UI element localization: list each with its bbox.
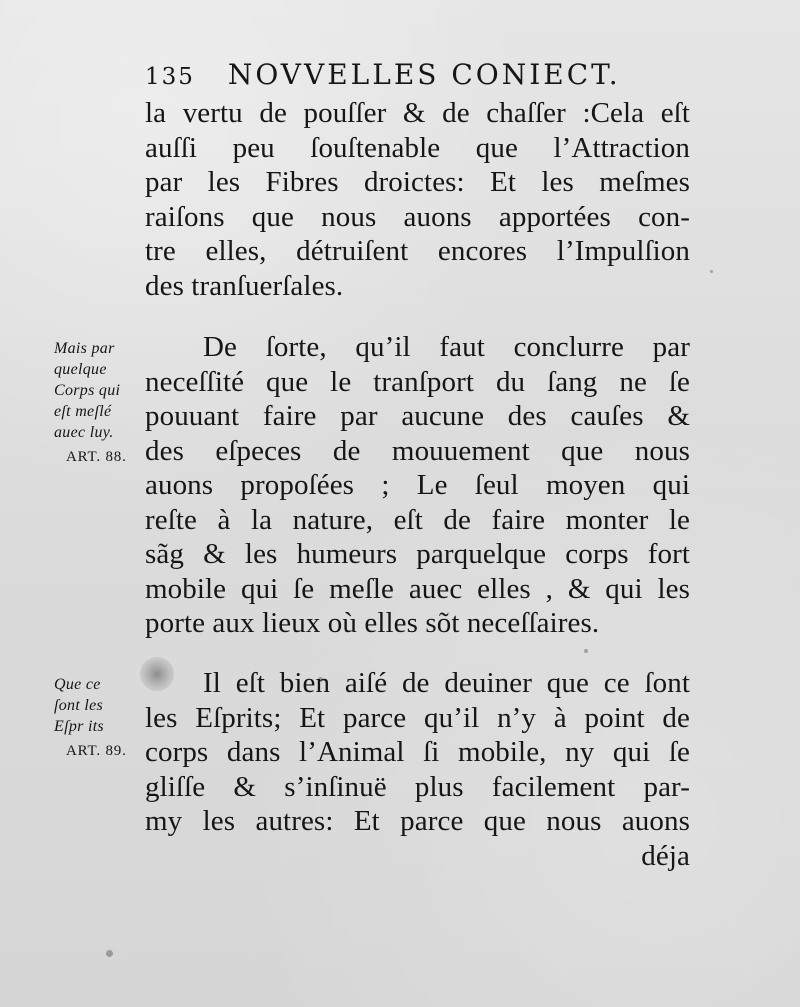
page-header: [145, 58, 665, 91]
text-line: neceſſité que le tranſport du ſang ne ſe: [145, 365, 690, 398]
article-reference: ART. 89.: [66, 743, 127, 759]
text-line: des eſpeces de mouuement que nous: [145, 434, 690, 467]
text-line: par les Fibres droictes: Et les meſmes: [145, 166, 690, 198]
margin-note-line: Corps qui: [54, 382, 121, 399]
text-line: raiſons que nous auons apportées con-: [145, 200, 690, 233]
dust-speck: [584, 649, 588, 653]
text-line: des tranſuerſales.: [145, 269, 344, 302]
margin-note-line: auec luy.: [54, 424, 114, 441]
dust-speck: [106, 950, 113, 957]
margin-note-line: Mais par: [54, 340, 115, 357]
text-line: tre elles, détruiſent encores l’Impulſion: [145, 235, 690, 267]
paragraph-3: [145, 666, 690, 873]
dust-speck: [710, 270, 713, 273]
text-line: reſte à la nature, eſt de faire monter le: [145, 503, 690, 536]
text-line: gliſſe & s’inſinuë plus facilement par-: [145, 770, 690, 803]
margin-note-line: eſt meſlé: [54, 403, 112, 420]
text-line: corps dans l’Animal ſi mobile, ny qui ſe: [145, 736, 690, 768]
paragraph-2: [145, 330, 690, 641]
margin-note-line: quelque: [54, 361, 107, 378]
text-line: my les autres: Et parce que nous auons: [145, 805, 690, 837]
text-line: mobile qui ſe meſle auec elles , & qui les: [145, 572, 690, 605]
margin-note-1: [54, 338, 150, 468]
text-line: les Eſprits; Et parce qu’il n’y à point de: [145, 701, 690, 734]
page-number: 135: [145, 64, 195, 90]
text-line: sãg & les humeurs parquelque corps fort: [145, 538, 690, 570]
running-title: NOVVELLES CONIECT.: [227, 58, 621, 91]
margin-note-line: Eſpr its: [54, 718, 104, 735]
text-line: auons propoſées ; Le ſeul moyen qui: [145, 469, 690, 501]
text-line: pouuant faire par aucune des cauſes &: [145, 400, 690, 432]
article-reference: ART. 88.: [66, 449, 127, 465]
margin-note-2: [54, 674, 150, 762]
text-line: auſſi peu ſouſtenable que l’Attraction: [145, 131, 690, 164]
margin-note-line: Que ce: [54, 676, 101, 693]
margin-note-line: ſont les: [54, 697, 104, 714]
text-line: Il eſt bien aiſé de deuiner que ce ſont: [203, 667, 690, 699]
text-line: porte aux lieux où elles sõt neceſſaires.: [145, 607, 600, 639]
catchword: déja: [641, 839, 690, 872]
text-line: De ſorte, qu’il faut conclurre par: [203, 331, 690, 363]
text-line: la vertu de pouſſer & de chaſſer :Cela eſt: [145, 97, 690, 129]
paragraph-1: [145, 96, 690, 303]
